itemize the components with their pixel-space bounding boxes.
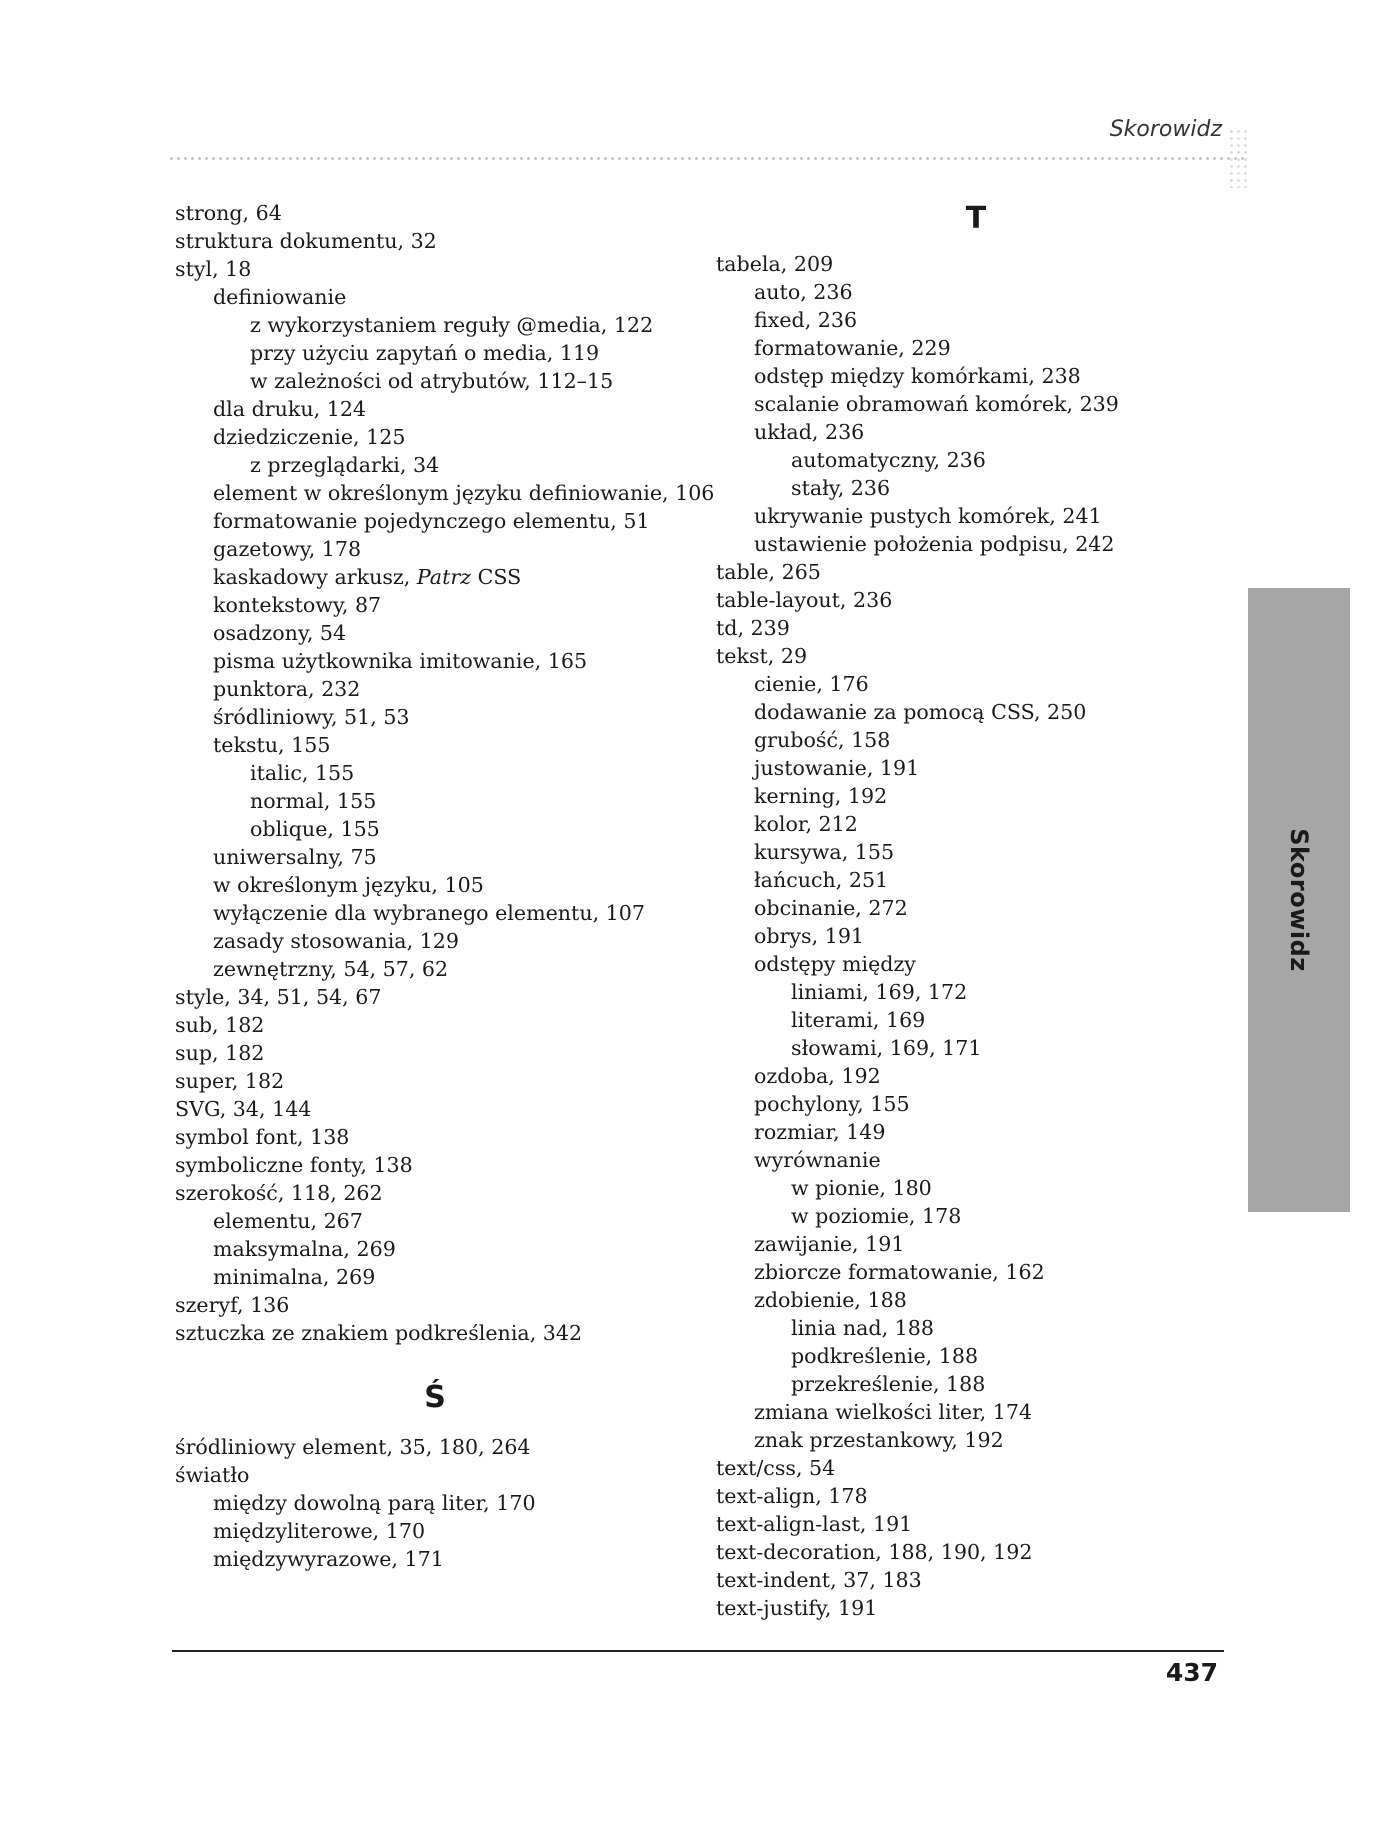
index-entry: wyrównanie: [754, 1148, 881, 1172]
index-entry: styl, 18: [175, 257, 252, 281]
page-number: 437: [1165, 1658, 1218, 1687]
running-title: Skorowidz: [1109, 117, 1222, 142]
index-entry: tekstu, 155: [213, 733, 331, 757]
index-entry: kursywa, 155: [754, 840, 895, 864]
index-entry: justowanie, 191: [754, 756, 920, 780]
index-entry-list-t: [716, 250, 1236, 1622]
index-entry: liniami, 169, 172: [791, 980, 968, 1004]
index-entry: w poziomie, 178: [791, 1204, 962, 1228]
index-entry: table-layout, 236: [716, 588, 893, 612]
index-entry: szeryf, 136: [175, 1293, 290, 1317]
index-entry: text-justify, 191: [716, 1596, 878, 1620]
index-entry: formatowanie, 229: [754, 336, 951, 360]
index-entry: osadzony, 54: [213, 621, 347, 645]
index-entry: śródliniowy, 51, 53: [213, 705, 410, 729]
index-entry: przekreślenie, 188: [791, 1372, 986, 1396]
index-entry: ozdoba, 192: [754, 1064, 881, 1088]
index-entry: kolor, 212: [754, 812, 858, 836]
index-entry: sub, 182: [175, 1013, 265, 1037]
index-entry-text: kaskadowy arkusz,: [213, 565, 417, 589]
index-entry: obcinanie, 272: [754, 896, 908, 920]
index-entry: w zależności od atrybutów, 112–15: [250, 369, 614, 393]
index-entry: dziedziczenie, 125: [213, 425, 406, 449]
index-entry: oblique, 155: [250, 817, 380, 841]
index-entry: pisma użytkownika imitowanie, 165: [213, 649, 588, 673]
index-entry: linia nad, 188: [791, 1316, 934, 1340]
section-letter-t: T: [965, 201, 987, 236]
cross-reference-label: Patrz: [416, 565, 472, 589]
index-entry: punktora, 232: [213, 677, 361, 701]
index-entry: zasady stosowania, 129: [213, 929, 459, 953]
index-entry: elementu, 267: [213, 1209, 363, 1233]
section-letter-s-acute: Ś: [424, 1380, 446, 1415]
index-entry: text-decoration, 188, 190, 192: [716, 1540, 1033, 1564]
index-entry-list-s: [175, 199, 715, 1347]
index-entry: w pionie, 180: [791, 1176, 932, 1200]
index-entry: super, 182: [175, 1069, 285, 1093]
index-entry: minimalna, 269: [213, 1265, 376, 1289]
index-entry: text-align, 178: [716, 1484, 868, 1508]
index-entry: text/css, 54: [716, 1456, 836, 1480]
index-entry: text-align-last, 191: [716, 1512, 913, 1536]
index-entry: z przeglądarki, 34: [250, 453, 440, 477]
header-dotted-corner: [1228, 128, 1248, 188]
index-entry: śródliniowy element, 35, 180, 264: [175, 1435, 531, 1459]
index-entry: sup, 182: [175, 1041, 265, 1065]
index-entry: rozmiar, 149: [754, 1120, 886, 1144]
footer-rule: [172, 1650, 1224, 1652]
index-entry: ustawienie położenia podpisu, 242: [754, 532, 1115, 556]
index-entry: światło: [175, 1463, 250, 1487]
index-entry: zbiorcze formatowanie, 162: [754, 1260, 1045, 1284]
index-entry: znak przestankowy, 192: [754, 1428, 1004, 1452]
index-entry: td, 239: [716, 616, 790, 640]
index-entry: międzywyrazowe, 171: [213, 1547, 444, 1571]
index-entry: definiowanie: [213, 285, 347, 309]
index-entry: kerning, 192: [754, 784, 888, 808]
index-entry: między dowolną parą liter, 170: [213, 1491, 536, 1515]
index-entry: strong, 64: [175, 201, 282, 225]
index-entry: wyłączenie dla wybranego elementu, 107: [213, 901, 645, 925]
index-entry: przy użyciu zapytań o media, 119: [250, 341, 600, 365]
index-entry: szerokość, 118, 262: [175, 1181, 383, 1205]
index-entry: sztuczka ze znakiem podkreślenia, 342: [175, 1321, 583, 1345]
index-entry: zawijanie, 191: [754, 1232, 905, 1256]
index-entry: cienie, 176: [754, 672, 869, 696]
index-entry: auto, 236: [754, 280, 853, 304]
index-entry: obrys, 191: [754, 924, 865, 948]
index-column-left: [175, 199, 715, 1573]
index-entry: text-indent, 37, 183: [716, 1568, 922, 1592]
index-column-right: [716, 201, 1236, 1622]
index-entry: literami, 169: [791, 1008, 926, 1032]
index-entry: zmiana wielkości liter, 174: [754, 1400, 1033, 1424]
header-dotted-rule: [168, 156, 1248, 161]
index-entry: maksymalna, 269: [213, 1237, 396, 1261]
index-entry: zdobienie, 188: [754, 1288, 907, 1312]
index-entry-list-s-acute: [175, 1433, 695, 1573]
index-entry: gazetowy, 178: [213, 537, 362, 561]
index-entry: międzyliterowe, 170: [213, 1519, 426, 1543]
side-tab-label: Skorowidz: [1285, 828, 1313, 972]
index-entry: dla druku, 124: [213, 397, 367, 421]
index-entry: [175, 563, 695, 591]
index-entry: formatowanie pojedynczego elementu, 51: [213, 509, 650, 533]
index-entry: słowami, 169, 171: [791, 1036, 982, 1060]
index-entry: odstęp między komórkami, 238: [754, 364, 1081, 388]
index-entry: style, 34, 51, 54, 67: [175, 985, 382, 1009]
index-entry: automatyczny, 236: [791, 448, 986, 472]
index-entry: uniwersalny, 75: [213, 845, 377, 869]
index-entry: kontekstowy, 87: [213, 593, 382, 617]
index-entry: italic, 155: [250, 761, 355, 785]
cross-reference-target: CSS: [471, 565, 522, 589]
index-entry: normal, 155: [250, 789, 377, 813]
index-entry: pochylony, 155: [754, 1092, 910, 1116]
index-entry: fixed, 236: [754, 308, 858, 332]
index-entry: tabela, 209: [716, 252, 834, 276]
index-entry: struktura dokumentu, 32: [175, 229, 437, 253]
index-entry: dodawanie za pomocą CSS, 250: [754, 700, 1087, 724]
index-entry: układ, 236: [754, 420, 865, 444]
index-entry: grubość, 158: [754, 728, 891, 752]
index-entry: łańcuch, 251: [754, 868, 889, 892]
index-entry: w określonym języku, 105: [213, 873, 484, 897]
index-entry: symbol font, 138: [175, 1125, 350, 1149]
index-entry: symboliczne fonty, 138: [175, 1153, 413, 1177]
index-entry: odstępy między: [754, 952, 916, 976]
index-entry: zewnętrzny, 54, 57, 62: [213, 957, 449, 981]
index-entry: tekst, 29: [716, 644, 808, 668]
index-entry: podkreślenie, 188: [791, 1344, 979, 1368]
index-entry: stały, 236: [791, 476, 891, 500]
index-entry: ukrywanie pustych komórek, 241: [754, 504, 1102, 528]
index-entry: SVG, 34, 144: [175, 1097, 312, 1121]
index-entry: z wykorzystaniem reguły @media, 122: [250, 313, 654, 337]
index-entry: scalanie obramowań komórek, 239: [754, 392, 1119, 416]
side-thumb-tab: [1248, 588, 1350, 1212]
index-entry: element w określonym języku definiowanie, 106: [213, 481, 715, 505]
index-entry: table, 265: [716, 560, 821, 584]
